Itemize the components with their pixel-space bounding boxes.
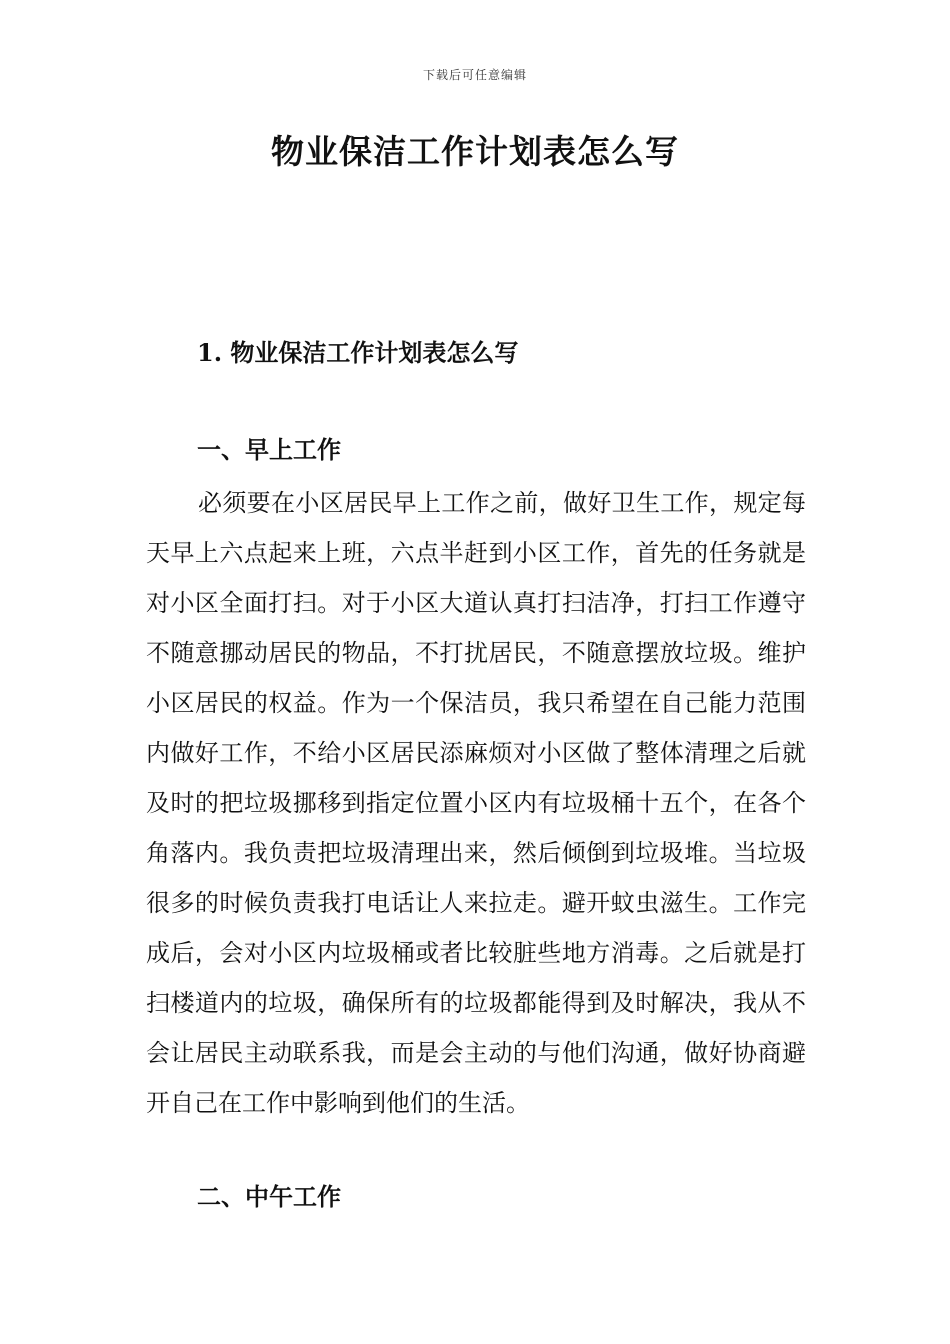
section-heading-noon-work: 二、中午工作 [197,1182,341,1211]
section-heading-1: 1. 物业保洁工作计划表怎么写 [197,338,519,367]
header-note: 下载后可任意编辑 [422,68,527,82]
morning-work-paragraph: 必须要在小区居民早上工作之前，做好卫生工作，规定每天早上六点起来上班，六点半赶到小区工作，首先的任务就是对小区全面打扫。对于小区大道认真打扫洁净，打扫工作遵守不随意挪动居民的物品，不打扰居民，不随意摆放垃圾。维护小区居民的权益。作为一个保洁员，我只希望在自己能力范围内做好工作，不给小区居民添麻烦对小区做了整体清理之后就及时的把垃圾挪移到指定位置小区内有垃圾桶十五个，在各个角落内。我负责把垃圾清理出来，然后倾倒到垃圾堆。当垃圾很多的时候负责我打电话让人来拉走。避开蚊虫滋生。工作完成后，会对小区内垃圾桶或者比较脏些地方消毒。之后就是打扫楼道内的垃圾，确保所有的垃圾都能得到及时解决，我从不会让居民主动联系我，而是会主动的与他们沟通，做好协商避开自己在工作中影响到他们的生活。 [146,489,806,1117]
section-heading-morning-work: 一、早上工作 [197,435,341,464]
document-title: 物业保洁工作计划表怎么写 [271,132,679,171]
